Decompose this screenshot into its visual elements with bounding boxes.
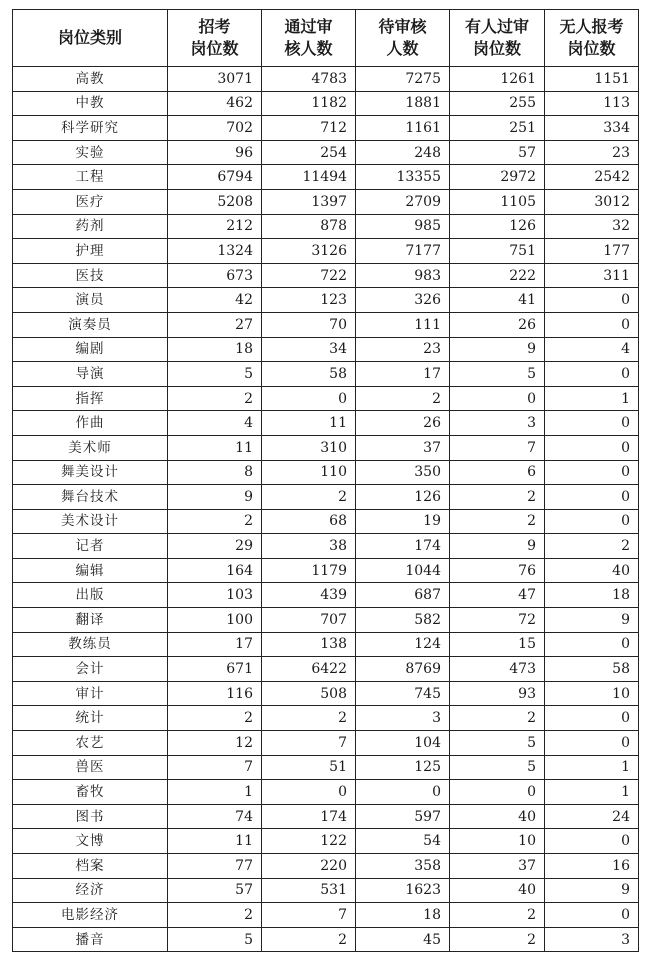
recruit-positions-cell: 2 — [168, 386, 262, 411]
positions-with-approved-cell: 5 — [450, 362, 545, 387]
approved-applicants-cell: 110 — [262, 460, 356, 485]
approved-applicants-cell: 38 — [262, 534, 356, 559]
approved-applicants-cell: 122 — [262, 829, 356, 854]
recruit-positions-cell: 673 — [168, 263, 262, 288]
positions-with-approved-cell: 93 — [450, 681, 545, 706]
positions-no-applicants-cell: 10 — [545, 681, 639, 706]
recruit-positions-cell: 11 — [168, 829, 262, 854]
positions-with-approved-cell: 40 — [450, 804, 545, 829]
table-row — [13, 755, 639, 780]
pending-applicants-cell: 326 — [356, 288, 450, 313]
table-row — [13, 67, 639, 92]
pending-applicants-cell: 7275 — [356, 67, 450, 92]
approved-applicants-cell: 2 — [262, 706, 356, 731]
category-cell: 畜牧 — [13, 780, 168, 805]
table-row — [13, 927, 639, 952]
table-row — [13, 681, 639, 706]
positions-with-approved-cell: 126 — [450, 214, 545, 239]
pending-applicants-cell: 125 — [356, 755, 450, 780]
recruit-positions-cell: 2 — [168, 706, 262, 731]
pending-applicants-cell: 248 — [356, 140, 450, 165]
position-statistics-table — [12, 9, 639, 952]
recruit-positions-cell: 17 — [168, 632, 262, 657]
pending-applicants-cell: 983 — [356, 263, 450, 288]
table-row — [13, 165, 639, 190]
approved-applicants-cell: 878 — [262, 214, 356, 239]
pending-applicants-cell: 13355 — [356, 165, 450, 190]
recruit-positions-cell: 4 — [168, 411, 262, 436]
recruit-positions-cell: 29 — [168, 534, 262, 559]
positions-with-approved-cell: 2 — [450, 509, 545, 534]
category-cell: 中教 — [13, 91, 168, 116]
table-row — [13, 558, 639, 583]
table-row — [13, 411, 639, 436]
positions-with-approved-cell: 26 — [450, 312, 545, 337]
approved-applicants-cell: 439 — [262, 583, 356, 608]
pending-applicants-cell: 745 — [356, 681, 450, 706]
positions-with-approved-cell: 9 — [450, 534, 545, 559]
header-category — [13, 10, 168, 67]
positions-no-applicants-cell: 0 — [545, 706, 639, 731]
recruit-positions-cell: 3071 — [168, 67, 262, 92]
approved-applicants-cell: 310 — [262, 435, 356, 460]
approved-applicants-cell: 707 — [262, 608, 356, 633]
category-cell: 统计 — [13, 706, 168, 731]
header-positions-no-applicants — [545, 10, 639, 67]
table-row — [13, 804, 639, 829]
positions-with-approved-cell: 57 — [450, 140, 545, 165]
table-row — [13, 337, 639, 362]
table-row — [13, 91, 639, 116]
positions-no-applicants-cell: 1 — [545, 755, 639, 780]
table-row — [13, 903, 639, 928]
recruit-positions-cell: 5208 — [168, 189, 262, 214]
positions-no-applicants-cell: 311 — [545, 263, 639, 288]
pending-applicants-cell: 358 — [356, 854, 450, 879]
table-row — [13, 214, 639, 239]
pending-applicants-cell: 174 — [356, 534, 450, 559]
pending-applicants-cell: 104 — [356, 731, 450, 756]
approved-applicants-cell: 51 — [262, 755, 356, 780]
table-row — [13, 460, 639, 485]
approved-applicants-cell: 508 — [262, 681, 356, 706]
positions-with-approved-cell: 10 — [450, 829, 545, 854]
positions-no-applicants-cell: 0 — [545, 903, 639, 928]
positions-with-approved-cell: 222 — [450, 263, 545, 288]
table-row — [13, 386, 639, 411]
approved-applicants-cell: 2 — [262, 485, 356, 510]
recruit-positions-cell: 8 — [168, 460, 262, 485]
recruit-positions-cell: 116 — [168, 681, 262, 706]
positions-with-approved-cell: 5 — [450, 731, 545, 756]
recruit-positions-cell: 671 — [168, 657, 262, 682]
pending-applicants-cell: 985 — [356, 214, 450, 239]
category-cell: 出版 — [13, 583, 168, 608]
table-row — [13, 657, 639, 682]
approved-applicants-cell: 7 — [262, 903, 356, 928]
header-positions-with-approved-line-2: 岗位数 — [472, 39, 521, 58]
positions-no-applicants-cell: 0 — [545, 731, 639, 756]
table-row — [13, 780, 639, 805]
header-pending-applicants-line-1: 待审核 — [378, 17, 427, 36]
approved-applicants-cell: 531 — [262, 878, 356, 903]
header-positions-no-applicants-line-1: 无人报考 — [559, 17, 624, 36]
recruit-positions-cell: 77 — [168, 854, 262, 879]
approved-applicants-cell: 0 — [262, 780, 356, 805]
recruit-positions-cell: 1 — [168, 780, 262, 805]
category-cell: 图书 — [13, 804, 168, 829]
header-positions-no-applicants-line-2: 岗位数 — [567, 39, 616, 58]
recruit-positions-cell: 9 — [168, 485, 262, 510]
positions-with-approved-cell: 76 — [450, 558, 545, 583]
category-cell: 演奏员 — [13, 312, 168, 337]
approved-applicants-cell: 3126 — [262, 239, 356, 264]
table-row — [13, 116, 639, 141]
table-row — [13, 312, 639, 337]
table-row — [13, 140, 639, 165]
recruit-positions-cell: 27 — [168, 312, 262, 337]
positions-no-applicants-cell: 16 — [545, 854, 639, 879]
positions-with-approved-cell: 47 — [450, 583, 545, 608]
recruit-positions-cell: 212 — [168, 214, 262, 239]
category-cell: 实验 — [13, 140, 168, 165]
pending-applicants-cell: 45 — [356, 927, 450, 952]
pending-applicants-cell: 111 — [356, 312, 450, 337]
header-approved-applicants-line-1: 通过审 — [284, 17, 333, 36]
category-cell: 科学研究 — [13, 116, 168, 141]
positions-with-approved-cell: 72 — [450, 608, 545, 633]
category-cell: 护理 — [13, 239, 168, 264]
approved-applicants-cell: 2 — [262, 927, 356, 952]
header-pending-applicants — [356, 10, 450, 67]
approved-applicants-cell: 254 — [262, 140, 356, 165]
pending-applicants-cell: 23 — [356, 337, 450, 362]
approved-applicants-cell: 0 — [262, 386, 356, 411]
recruit-positions-cell: 462 — [168, 91, 262, 116]
positions-with-approved-cell: 751 — [450, 239, 545, 264]
positions-with-approved-cell: 0 — [450, 780, 545, 805]
positions-with-approved-cell: 1105 — [450, 189, 545, 214]
table-row — [13, 509, 639, 534]
pending-applicants-cell: 8769 — [356, 657, 450, 682]
recruit-positions-cell: 42 — [168, 288, 262, 313]
category-cell: 翻译 — [13, 608, 168, 633]
positions-no-applicants-cell: 4 — [545, 337, 639, 362]
positions-with-approved-cell: 6 — [450, 460, 545, 485]
positions-with-approved-cell: 255 — [450, 91, 545, 116]
positions-no-applicants-cell: 9 — [545, 608, 639, 633]
positions-no-applicants-cell: 24 — [545, 804, 639, 829]
table-row — [13, 854, 639, 879]
category-cell: 兽医 — [13, 755, 168, 780]
category-cell: 农艺 — [13, 731, 168, 756]
pending-applicants-cell: 37 — [356, 435, 450, 460]
approved-applicants-cell: 11494 — [262, 165, 356, 190]
positions-no-applicants-cell: 1 — [545, 386, 639, 411]
header-positions-with-approved-line-1: 有人过审 — [464, 17, 529, 36]
pending-applicants-cell: 124 — [356, 632, 450, 657]
recruit-positions-cell: 5 — [168, 927, 262, 952]
approved-applicants-cell: 70 — [262, 312, 356, 337]
positions-with-approved-cell: 15 — [450, 632, 545, 657]
pending-applicants-cell: 1161 — [356, 116, 450, 141]
category-cell: 会计 — [13, 657, 168, 682]
approved-applicants-cell: 4783 — [262, 67, 356, 92]
positions-with-approved-cell: 37 — [450, 854, 545, 879]
positions-with-approved-cell: 1261 — [450, 67, 545, 92]
recruit-positions-cell: 2 — [168, 903, 262, 928]
category-cell: 舞台技术 — [13, 485, 168, 510]
category-cell: 导演 — [13, 362, 168, 387]
positions-no-applicants-cell: 334 — [545, 116, 639, 141]
positions-no-applicants-cell: 0 — [545, 312, 639, 337]
positions-with-approved-cell: 9 — [450, 337, 545, 362]
table-row — [13, 829, 639, 854]
positions-with-approved-cell: 40 — [450, 878, 545, 903]
positions-no-applicants-cell: 40 — [545, 558, 639, 583]
positions-with-approved-cell: 5 — [450, 755, 545, 780]
category-cell: 舞美设计 — [13, 460, 168, 485]
table-row — [13, 362, 639, 387]
category-cell: 教练员 — [13, 632, 168, 657]
positions-no-applicants-cell: 0 — [545, 435, 639, 460]
positions-with-approved-cell: 2972 — [450, 165, 545, 190]
table-row — [13, 189, 639, 214]
recruit-positions-cell: 74 — [168, 804, 262, 829]
pending-applicants-cell: 26 — [356, 411, 450, 436]
header-category-line-1: 岗位类别 — [57, 28, 122, 47]
recruit-positions-cell: 1324 — [168, 239, 262, 264]
category-cell: 医疗 — [13, 189, 168, 214]
table-body — [13, 67, 639, 952]
category-cell: 指挥 — [13, 386, 168, 411]
positions-no-applicants-cell: 1 — [545, 780, 639, 805]
recruit-positions-cell: 12 — [168, 731, 262, 756]
pending-applicants-cell: 54 — [356, 829, 450, 854]
category-cell: 编剧 — [13, 337, 168, 362]
positions-no-applicants-cell: 113 — [545, 91, 639, 116]
recruit-positions-cell: 6794 — [168, 165, 262, 190]
category-cell: 高教 — [13, 67, 168, 92]
recruit-positions-cell: 11 — [168, 435, 262, 460]
table-row — [13, 608, 639, 633]
pending-applicants-cell: 687 — [356, 583, 450, 608]
header-recruit-positions-line-1: 招考 — [198, 17, 231, 36]
approved-applicants-cell: 722 — [262, 263, 356, 288]
positions-no-applicants-cell: 0 — [545, 829, 639, 854]
recruit-positions-cell: 103 — [168, 583, 262, 608]
category-cell: 文博 — [13, 829, 168, 854]
recruit-positions-cell: 18 — [168, 337, 262, 362]
category-cell: 药剂 — [13, 214, 168, 239]
positions-with-approved-cell: 41 — [450, 288, 545, 313]
category-cell: 播音 — [13, 927, 168, 952]
positions-with-approved-cell: 0 — [450, 386, 545, 411]
category-cell: 作曲 — [13, 411, 168, 436]
category-cell: 电影经济 — [13, 903, 168, 928]
pending-applicants-cell: 0 — [356, 780, 450, 805]
positions-no-applicants-cell: 0 — [545, 509, 639, 534]
approved-applicants-cell: 7 — [262, 731, 356, 756]
positions-no-applicants-cell: 0 — [545, 362, 639, 387]
recruit-positions-cell: 702 — [168, 116, 262, 141]
approved-applicants-cell: 1179 — [262, 558, 356, 583]
table-row — [13, 534, 639, 559]
approved-applicants-cell: 11 — [262, 411, 356, 436]
pending-applicants-cell: 1881 — [356, 91, 450, 116]
recruit-positions-cell: 100 — [168, 608, 262, 633]
positions-no-applicants-cell: 3 — [545, 927, 639, 952]
positions-no-applicants-cell: 58 — [545, 657, 639, 682]
pending-applicants-cell: 1623 — [356, 878, 450, 903]
recruit-positions-cell: 7 — [168, 755, 262, 780]
recruit-positions-cell: 5 — [168, 362, 262, 387]
positions-no-applicants-cell: 0 — [545, 485, 639, 510]
header-pending-applicants-line-2: 人数 — [386, 39, 419, 58]
approved-applicants-cell: 1182 — [262, 91, 356, 116]
header-row — [13, 10, 639, 67]
positions-no-applicants-cell: 1151 — [545, 67, 639, 92]
pending-applicants-cell: 19 — [356, 509, 450, 534]
pending-applicants-cell: 2 — [356, 386, 450, 411]
positions-no-applicants-cell: 2542 — [545, 165, 639, 190]
positions-no-applicants-cell: 2 — [545, 534, 639, 559]
recruit-positions-cell: 57 — [168, 878, 262, 903]
table-row — [13, 583, 639, 608]
recruit-positions-cell: 164 — [168, 558, 262, 583]
table-row — [13, 239, 639, 264]
positions-no-applicants-cell: 32 — [545, 214, 639, 239]
table-row — [13, 731, 639, 756]
pending-applicants-cell: 3 — [356, 706, 450, 731]
header-approved-applicants-line-2: 核人数 — [284, 39, 333, 58]
positions-no-applicants-cell: 23 — [545, 140, 639, 165]
pending-applicants-cell: 17 — [356, 362, 450, 387]
approved-applicants-cell: 712 — [262, 116, 356, 141]
positions-with-approved-cell: 473 — [450, 657, 545, 682]
header-recruit-positions — [168, 10, 262, 67]
positions-no-applicants-cell: 0 — [545, 411, 639, 436]
pending-applicants-cell: 2709 — [356, 189, 450, 214]
category-cell: 审计 — [13, 681, 168, 706]
table-row — [13, 485, 639, 510]
positions-with-approved-cell: 2 — [450, 903, 545, 928]
positions-with-approved-cell: 2 — [450, 927, 545, 952]
category-cell: 档案 — [13, 854, 168, 879]
category-cell: 美术师 — [13, 435, 168, 460]
positions-with-approved-cell: 251 — [450, 116, 545, 141]
pending-applicants-cell: 18 — [356, 903, 450, 928]
header-approved-applicants — [262, 10, 356, 67]
positions-no-applicants-cell: 18 — [545, 583, 639, 608]
positions-with-approved-cell: 2 — [450, 706, 545, 731]
category-cell: 演员 — [13, 288, 168, 313]
approved-applicants-cell: 174 — [262, 804, 356, 829]
pending-applicants-cell: 126 — [356, 485, 450, 510]
pending-applicants-cell: 1044 — [356, 558, 450, 583]
positions-no-applicants-cell: 0 — [545, 288, 639, 313]
category-cell: 美术设计 — [13, 509, 168, 534]
table-row — [13, 288, 639, 313]
positions-no-applicants-cell: 0 — [545, 632, 639, 657]
category-cell: 工程 — [13, 165, 168, 190]
positions-no-applicants-cell: 177 — [545, 239, 639, 264]
header-positions-with-approved — [450, 10, 545, 67]
positions-with-approved-cell: 3 — [450, 411, 545, 436]
table-row — [13, 706, 639, 731]
pending-applicants-cell: 350 — [356, 460, 450, 485]
pending-applicants-cell: 582 — [356, 608, 450, 633]
approved-applicants-cell: 34 — [262, 337, 356, 362]
table-row — [13, 878, 639, 903]
positions-no-applicants-cell: 0 — [545, 460, 639, 485]
table-row — [13, 263, 639, 288]
position-statistics-sheet — [12, 9, 638, 952]
category-cell: 医技 — [13, 263, 168, 288]
approved-applicants-cell: 138 — [262, 632, 356, 657]
recruit-positions-cell: 96 — [168, 140, 262, 165]
category-cell: 编辑 — [13, 558, 168, 583]
approved-applicants-cell: 58 — [262, 362, 356, 387]
recruit-positions-cell: 2 — [168, 509, 262, 534]
positions-no-applicants-cell: 3012 — [545, 189, 639, 214]
header-recruit-positions-line-2: 岗位数 — [190, 39, 239, 58]
category-cell: 记者 — [13, 534, 168, 559]
approved-applicants-cell: 123 — [262, 288, 356, 313]
pending-applicants-cell: 597 — [356, 804, 450, 829]
table-row — [13, 632, 639, 657]
approved-applicants-cell: 1397 — [262, 189, 356, 214]
approved-applicants-cell: 6422 — [262, 657, 356, 682]
category-cell: 经济 — [13, 878, 168, 903]
positions-with-approved-cell: 7 — [450, 435, 545, 460]
positions-no-applicants-cell: 9 — [545, 878, 639, 903]
approved-applicants-cell: 68 — [262, 509, 356, 534]
table-row — [13, 435, 639, 460]
pending-applicants-cell: 7177 — [356, 239, 450, 264]
approved-applicants-cell: 220 — [262, 854, 356, 879]
positions-with-approved-cell: 2 — [450, 485, 545, 510]
